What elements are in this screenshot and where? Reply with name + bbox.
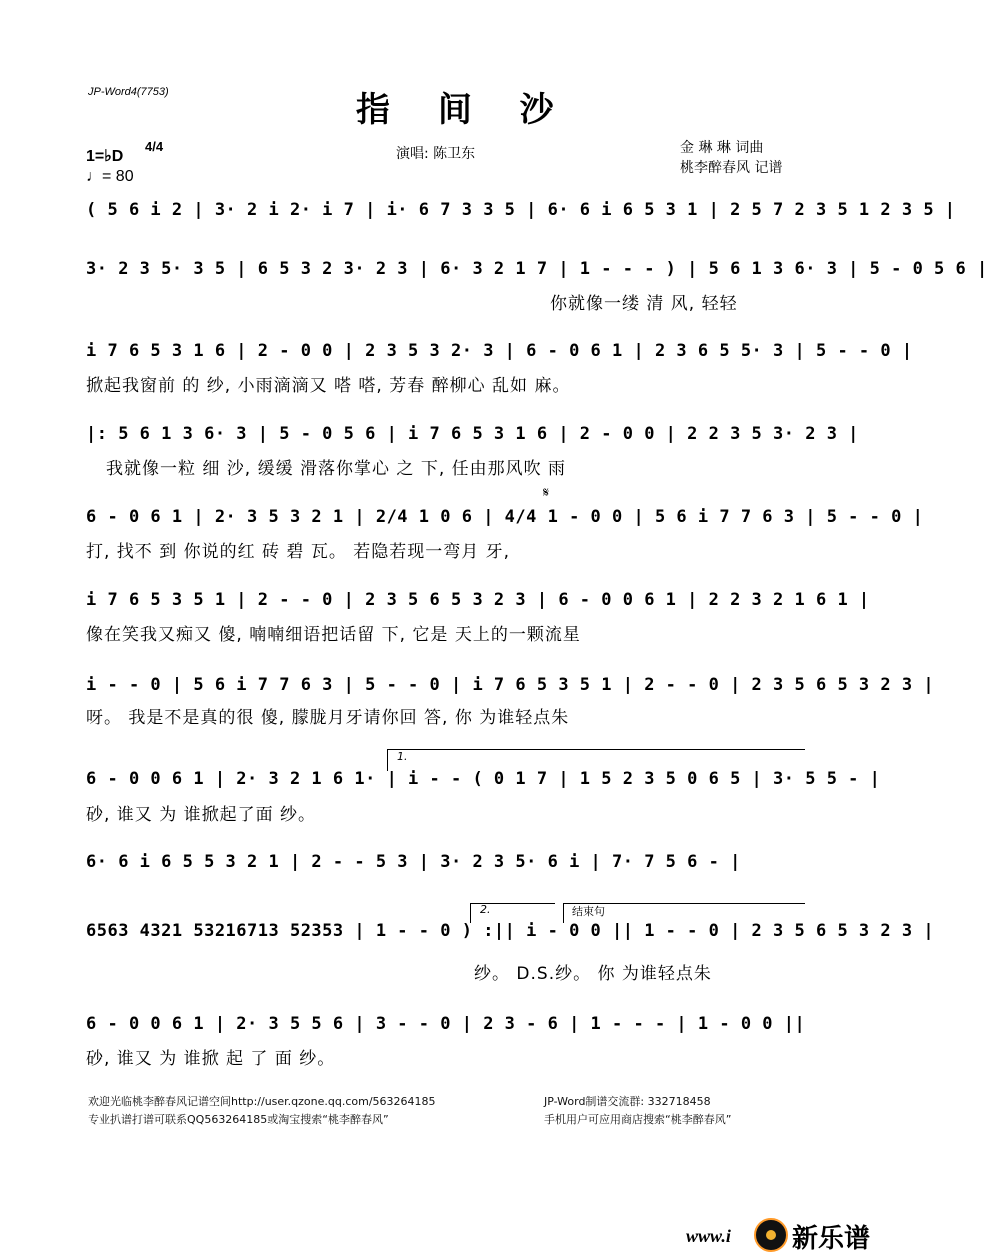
lyrics-row-7: 呀。 我是不是真的很 傻, 朦胧月牙请你回 答, 你 为谁轻点朱 [86,708,570,728]
source-tag: JP-Word4(7753) [88,86,169,98]
notation-row-6: i 7 6 5 3 5 1 | 2 - - 0 | 2 3 5 6 5 3 2 3 | 6 - 0 0 6 1 | 2 2 3 2 1 6 1 | [86,590,870,610]
tempo-mark: ♩= 80 [86,168,134,185]
song-title: 指 间 沙 [356,90,572,130]
volta-2-label: 2. [480,903,491,916]
notation-row-4: |: 5 6 1 3 6· 3 | 5 - 0 5 6 | i 7 6 5 3 1 6 | 2 - 0 0 | 2 2 3 5 3· 2 3 | [86,424,859,444]
lyrics-row-11: 砂, 谁又 为 谁掀 起 了 面 纱。 [86,1049,336,1069]
lyrics-row-6: 像在笑我又痴又 傻, 喃喃细语把话留 下, 它是 天上的一颗流星 [86,625,581,645]
segno-sign: 𝄋 [543,485,550,501]
lyrics-row-4: 我就像一粒 细 沙, 缓缓 滑落你掌心 之 下, 任由那风吹 雨 [106,459,567,479]
notation-row-10: 6563 4321 53216713 52353 | 1 - - 0 ) :|| i - 0 0 || 1 - - 0 | 2 3 5 6 5 3 2 3 | [86,921,935,941]
volta-2-hook [470,903,471,923]
transcriber-credit: 桃李醉春风 记谱 [680,160,783,176]
ending-label: 结束句 [572,905,605,918]
lyrics-row-2: 你就像一缕 清 风, 轻轻 [550,294,738,314]
ending-hook [563,903,564,923]
notation-row-9: 6· 6 i 6 5 5 3 2 1 | 2 - - 5 3 | 3· 2 3 5· 6 i | 7· 7 5 6 - | [86,852,741,872]
record-logo-icon [754,1218,788,1252]
composer-credit: 金 琳 琳 词曲 [680,140,764,156]
notation-row-5: 6 - 0 6 1 | 2· 3 5 3 2 1 | 2/4 1 0 6 | 4/4 1 - 0 0 | 5 6 i 7 7 6 3 | 5 - - 0 | [86,507,924,527]
notation-row-2: 3· 2 3 5· 3 5 | 6 5 3 2 3· 2 3 | 6· 3 2 1 7 | 1 - - - ) | 5 6 1 3 6· 3 | 5 - 0 5 6 | [86,259,988,279]
watermark-url: www.i [686,1226,731,1246]
footer-contact: 专业扒谱打谱可联系QQ563264185或淘宝搜索“桃李醉春风” [88,1113,389,1126]
volta-1-hook [387,749,388,771]
notation-row-3: i 7 6 5 3 1 6 | 2 - 0 0 | 2 3 5 3 2· 3 | 6 - 0 6 1 | 2 3 6 5 5· 3 | 5 - - 0 | [86,341,913,361]
notation-row-8: 6 - 0 0 6 1 | 2· 3 2 1 6 1· | i - - ( 0 1 7 | 1 5 2 3 5 0 6 5 | 3· 5 5 - | [86,769,881,789]
watermark-brand: 新乐谱 [792,1224,871,1254]
notation-row-7: i - - 0 | 5 6 i 7 7 6 3 | 5 - - 0 | i 7 6 5 3 5 1 | 2 - - 0 | 2 3 5 6 5 3 2 3 | [86,675,935,695]
key-signature: 1=♭D [86,148,124,165]
lyrics-row-3: 掀起我窗前 的 纱, 小雨滴滴又 嗒 嗒, 芳春 醉柳心 乱如 麻。 [86,376,571,396]
footer-app-search: 手机用户可应用商店搜索“桃李醉春风” [544,1113,732,1126]
singer-credit: 演唱: 陈卫东 [396,146,476,162]
time-signature: 4/4 [145,139,164,154]
lyrics-row-10: 纱。 D.S.纱。 你 为谁轻点朱 [474,964,712,984]
notation-row-11: 6 - 0 0 6 1 | 2· 3 5 5 6 | 3 - - 0 | 2 3 - 6 | 1 - - - | 1 - 0 0 || [86,1014,806,1034]
footer-website: 欢迎光临桃李醉春风记谱空间http://user.qzone.qq.com/563264185 [88,1095,436,1108]
notation-row-1: ( 5 6 i 2 | 3· 2 i 2· i 7 | i· 6 7 3 3 5 | 6· 6 i 6 5 3 1 | 2 5 7 2 3 5 1 2 3 5 | [86,200,956,220]
lyrics-row-8: 砂, 谁又 为 谁掀起了面 纱。 [86,805,317,825]
footer-group: JP-Word制谱交流群: 332718458 [544,1095,711,1108]
volta-1-label: 1. [397,750,408,763]
lyrics-row-5: 打, 找不 到 你说的红 砖 碧 瓦。 若隐若现一弯月 牙, [86,542,511,562]
volta-1-bracket [387,749,805,750]
